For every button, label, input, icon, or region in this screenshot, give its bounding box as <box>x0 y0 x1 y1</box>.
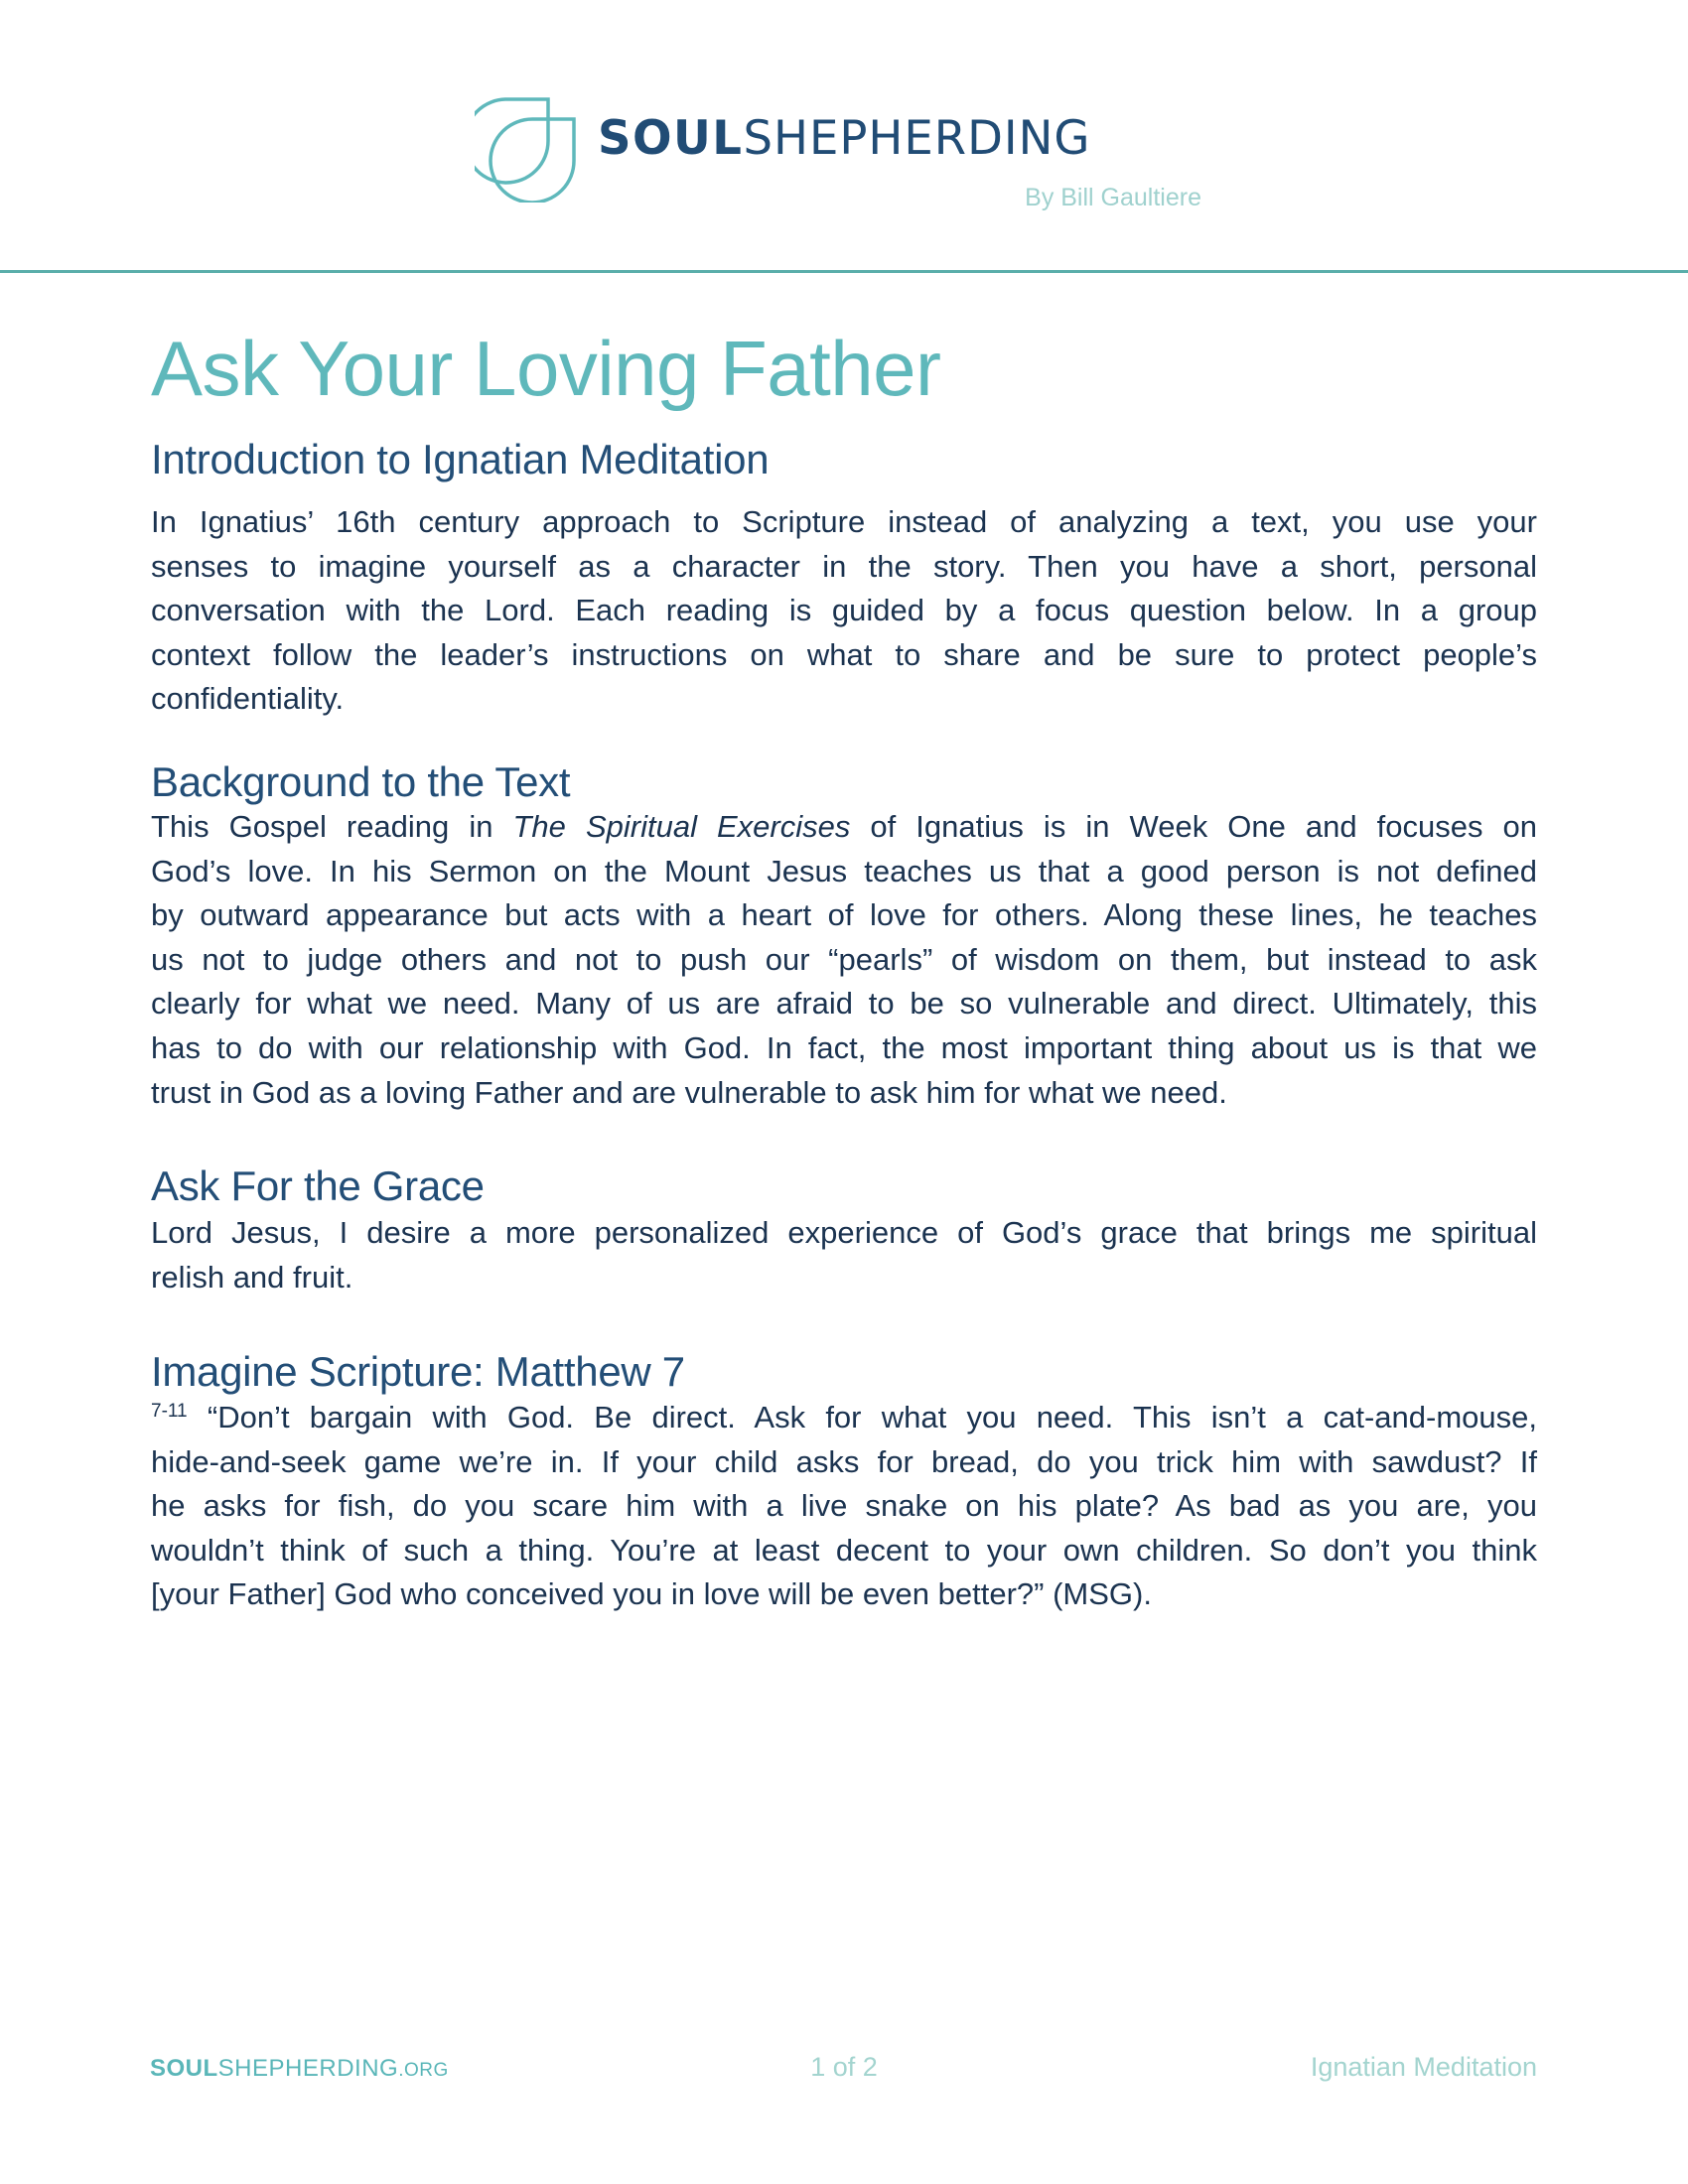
body-line: God’s love. In his Sermon on the Mount Jesus teaches us that a good person is not defined <box>151 853 1537 888</box>
section-heading-background: Background to the Text <box>151 758 571 805</box>
body-line: by outward appearance but acts with a heart of love for others. Along these lines, he teaches <box>151 897 1537 933</box>
footer-site-bold: SOUL <box>150 2055 218 2082</box>
section-heading-grace: Ask For the Grace <box>151 1162 485 1209</box>
text-run: of Ignatius is in Week One and focuses on <box>850 809 1538 844</box>
footer-site-link[interactable] <box>150 2055 449 2085</box>
byline: By Bill Gaultiere <box>1025 184 1201 211</box>
section-heading-scripture: Imagine Scripture: Matthew 7 <box>151 1348 685 1395</box>
book-title: The Spiritual Exercises <box>512 809 851 844</box>
text-run: This Gospel reading in <box>151 809 513 844</box>
body-line: hide-and-seek game we’re in. If your child asks for bread, do you trick him with sawdust? If <box>151 1443 1537 1479</box>
header-divider <box>0 270 1688 273</box>
footer-section-label: Ignatian Meditation <box>1310 2052 1537 2082</box>
body-line: conversation with the Lord. Each reading is guided by a focus question below. In a group <box>151 593 1537 628</box>
body-line: wouldn’t think of such a thing. You’re at least decent to your own children. So don’t you think <box>151 1532 1537 1568</box>
body-line: relish and fruit. <box>151 1259 353 1295</box>
text-run: “Don’t bargain with God. Be direct. Ask for what you need. This isn’t a cat-and-mouse, <box>187 1400 1537 1434</box>
section-body-background <box>151 805 1537 1115</box>
footer-site-light: SHEPHERDING <box>217 2055 399 2082</box>
section-body-grace <box>151 1211 1537 1299</box>
body-line: context follow the leader’s instructions on what to share and be sure to protect people’s <box>151 636 1537 672</box>
verse-reference: 7-11 <box>151 1401 188 1422</box>
wordmark-bold: SOUL <box>598 111 744 166</box>
page-number: 1 of 2 <box>810 2052 878 2082</box>
footer-site-tld: .ORG <box>398 2060 449 2081</box>
body-line: senses to imagine yourself as a character in the story. Then you have a short, personal <box>151 548 1537 584</box>
wordmark-light: SHEPHERDING <box>743 111 1091 166</box>
logo-icon <box>475 95 582 203</box>
body-line: In Ignatius’ 16th century approach to Scripture instead of analyzing a text, you use your <box>151 504 1537 539</box>
body-line: has to do with our relationship with God. In fact, the most important thing about us is that we <box>151 1029 1537 1065</box>
section-heading-introduction: Introduction to Ignatian Meditation <box>151 436 770 482</box>
body-line <box>151 805 1537 850</box>
body-line: clearly for what we need. Many of us are afraid to be so vulnerable and direct. Ultimately, this <box>151 986 1537 1022</box>
body-line <box>151 1396 1537 1440</box>
page-title: Ask Your Loving Father <box>151 325 941 412</box>
body-line: confidentiality. <box>151 681 345 717</box>
section-body-introduction <box>151 500 1537 722</box>
body-line: he asks for fish, do you scare him with a live snake on his plate? As bad as you are, you <box>151 1488 1537 1524</box>
body-line: us not to judge others and not to push our “pearls” of wisdom on them, but instead to ask <box>151 941 1537 977</box>
body-line: trust in God as a loving Father and are vulnerable to ask him for what we need. <box>151 1074 1227 1110</box>
brand-wordmark <box>598 113 1090 165</box>
body-line: Lord Jesus, I desire a more personalized experience of God’s grace that brings me spiritual <box>151 1215 1537 1250</box>
body-line: [your Father] God who conceived you in love will be even better?” (MSG). <box>151 1576 1152 1612</box>
section-body-scripture <box>151 1396 1537 1617</box>
